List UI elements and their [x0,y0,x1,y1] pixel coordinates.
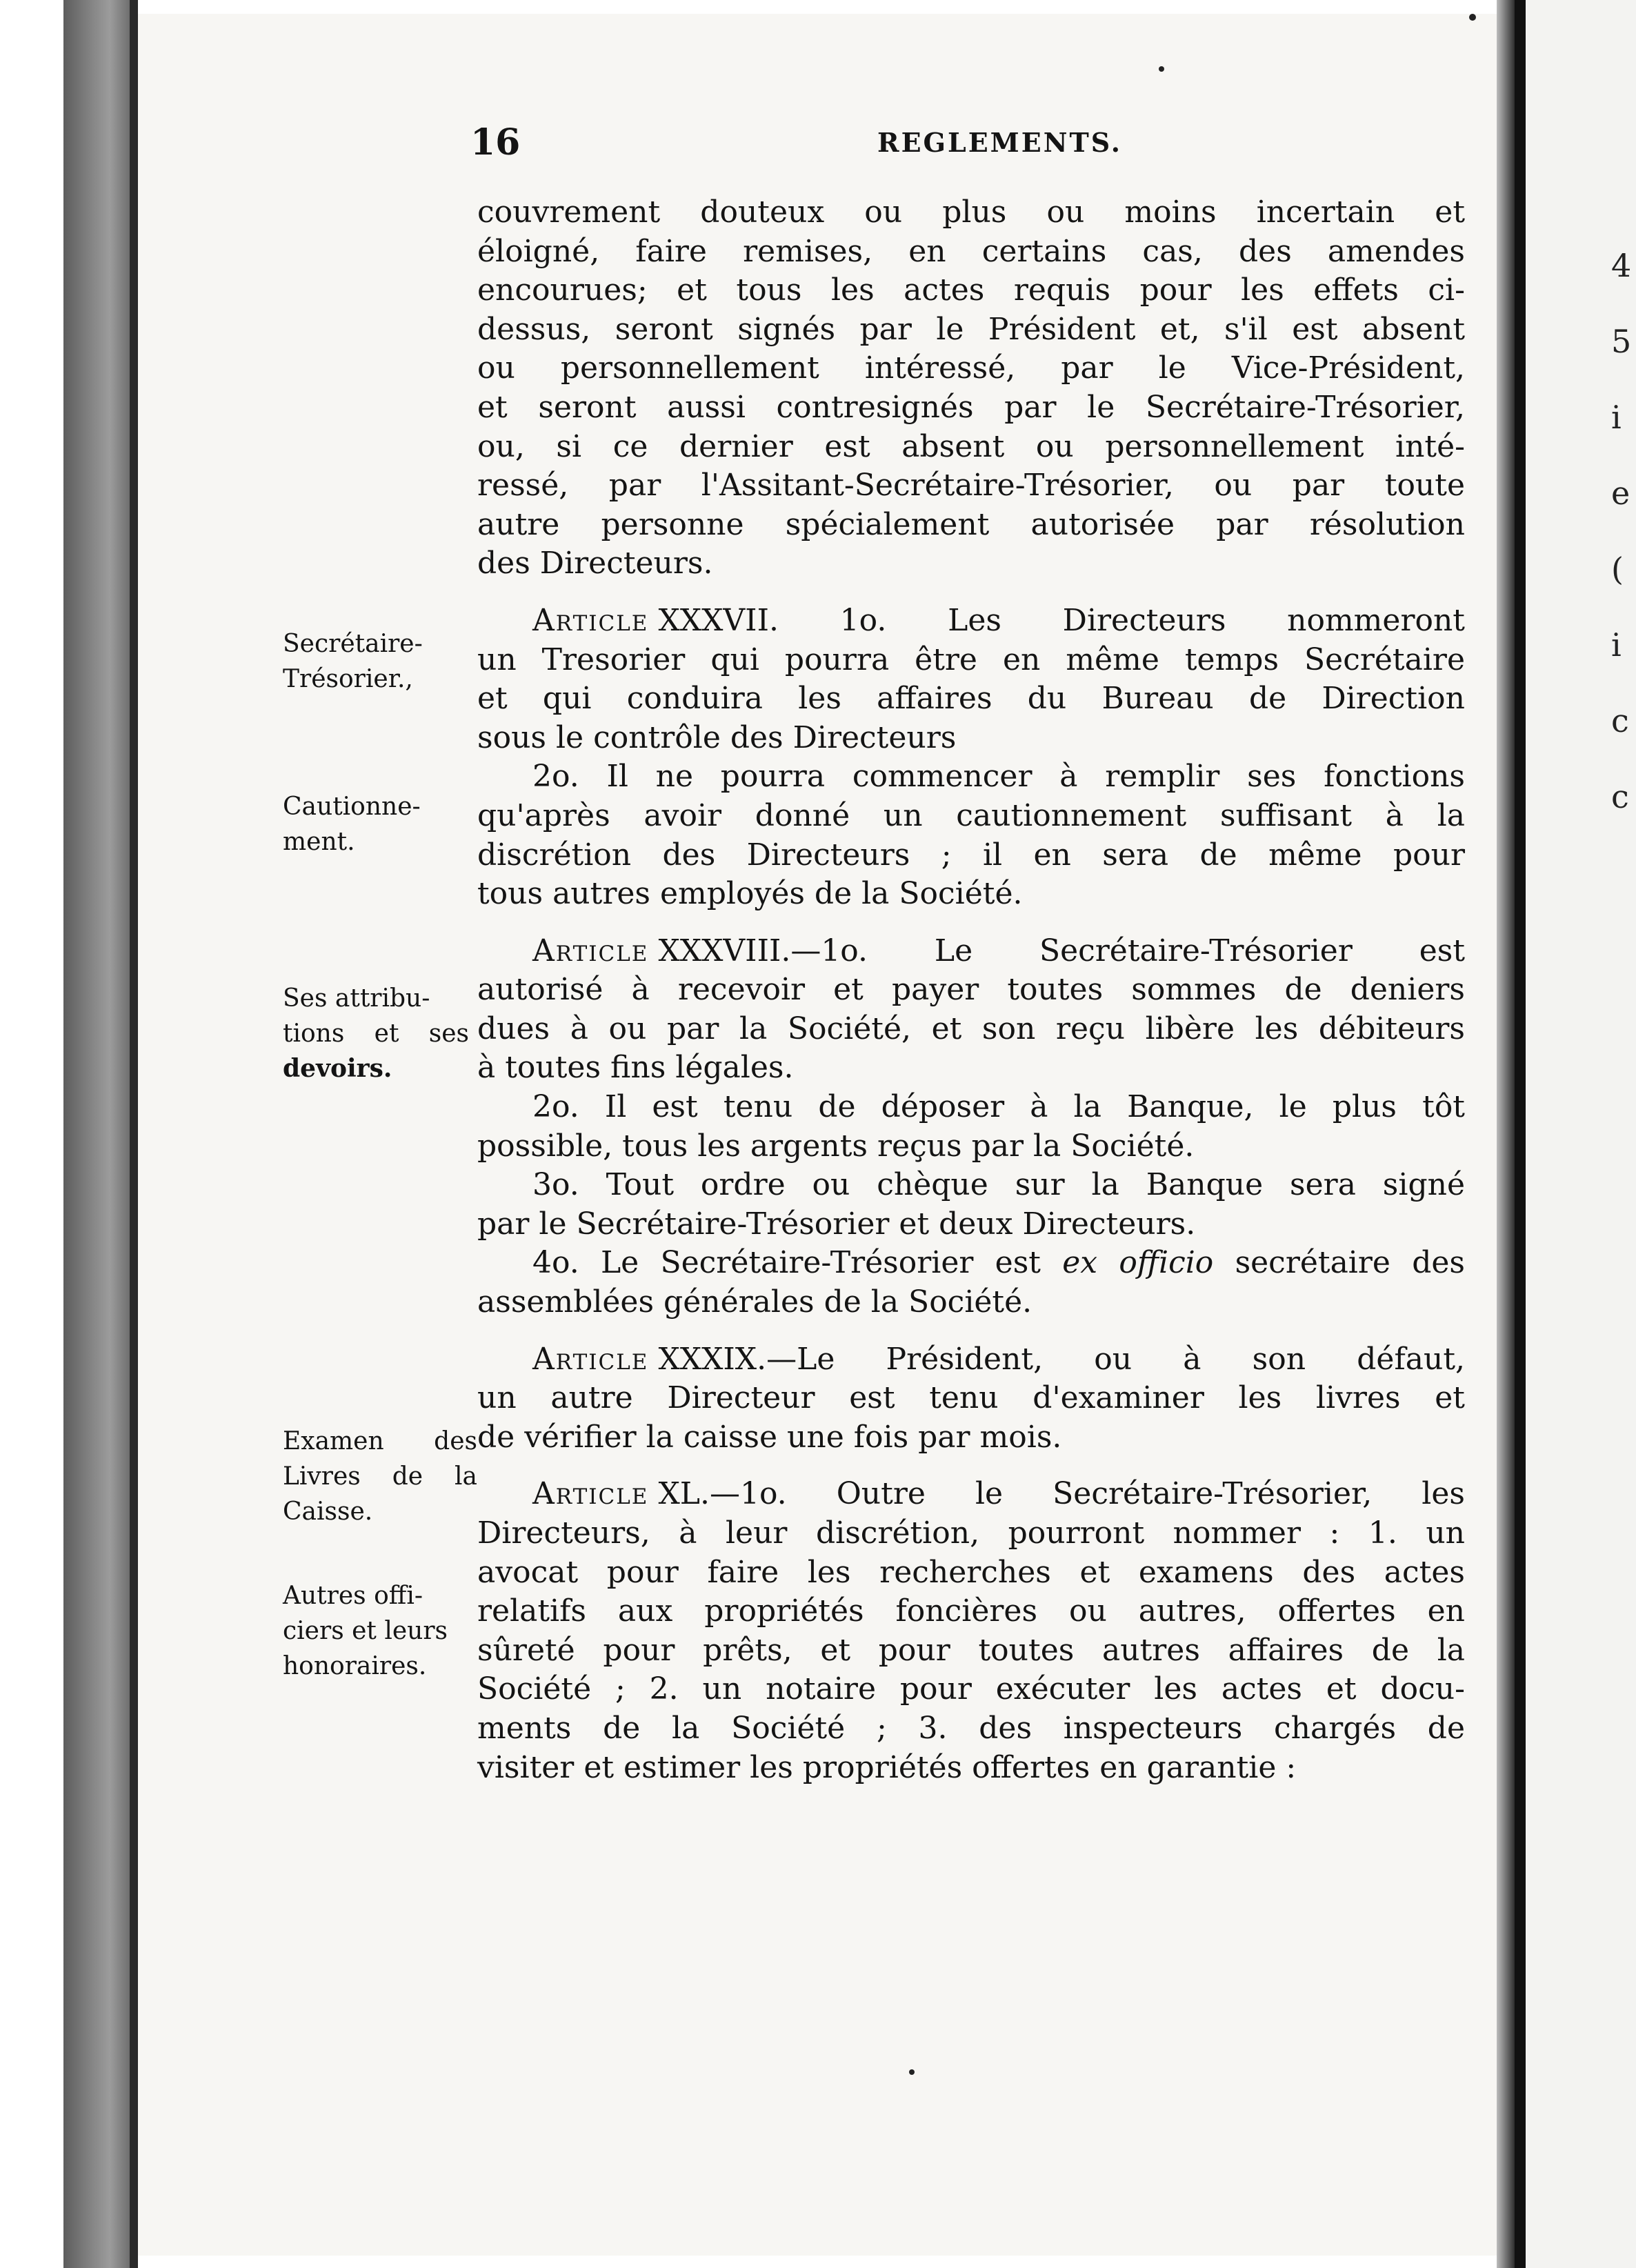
margin-note-line: Livres de la [283,1462,477,1491]
running-title: REGLEMENTS. [877,127,1123,158]
ink-speck [1469,14,1476,21]
article-38-paragraph-3 [477,1166,1465,1244]
facing-letter: c [1611,702,1629,739]
article-label: Article [532,933,649,968]
text-line: autre personne spécialement autorisée par résolution [477,506,1465,542]
text-line: par le Secrétaire-Trésorier et deux Directeurs. [477,1206,1196,1242]
margin-note-attributions [283,981,469,1086]
article-39 [477,1340,1465,1458]
facing-letter: 5 [1611,323,1632,360]
text-line: discrétion des Directeurs ; il en sera de même pour [477,837,1465,873]
text-span: 4o. Le Secrétaire-Trésorier est [532,1245,1041,1281]
article-text: XL.—1o. Outre le Secrétaire-Trésorier, les [658,1476,1465,1512]
paragraph-continuation [477,193,1465,584]
text-line: un Tresorier qui pourra être en même temps Secrétaire [477,641,1465,677]
page-fold-shadow [1497,0,1515,2268]
text-line: des Directeurs. [477,546,713,581]
text-line: Société ; 2. un notaire pour exécuter les actes et docu- [477,1671,1465,1707]
text-line: ou personnellement intéressé, par le Vice-Président, [477,350,1465,386]
text-line: ou, si ce dernier est absent ou personnellement inté- [477,428,1465,464]
text-line: 2o. Il ne pourra commencer à remplir ses fonctions [532,759,1465,795]
book-gutter [1515,0,1526,2268]
text-line: ments de la Société ; 3. des inspecteurs chargés de [477,1710,1465,1746]
text-line: autorisé à recevoir et payer toutes sommes de deniers [477,972,1465,1008]
text-span: secrétaire des [1235,1245,1465,1281]
body-text [477,193,1465,1787]
text-line: qu'après avoir donné un cautionnement suffisant à la [477,797,1465,833]
scan-border-left [0,0,28,2268]
text-line: à toutes fins légales. [477,1050,794,1086]
text-line [477,1244,1465,1283]
spine-edge [130,0,138,2268]
facing-letter: i [1611,626,1622,664]
margin-note-line: ciers et leurs [283,1617,448,1645]
text-line: ressé, par l'Assitant-Secrétaire-Trésorier, ou par toute [477,468,1465,504]
text-line: sous le contrôle des Directeurs [477,719,957,755]
margin-note-line: Autres offi- [283,1582,423,1610]
text-line: dessus, seront signés par le Président et, s'il est absent [477,311,1465,347]
text-line: un autre Directeur est tenu d'examiner les livres et [477,1380,1465,1416]
margin-note-line: honoraires. [283,1652,427,1680]
article-label: Article [532,602,649,638]
margin-note-examen-livres [283,1424,477,1529]
article-38-paragraph-4 [477,1244,1465,1322]
article-heading-line [477,932,1465,971]
article-text: XXXVIII.—1o. Le Secrétaire-Trésorier est [658,933,1465,968]
text-line: assemblées générales de la Société. [477,1284,1033,1320]
latin-phrase: ex officio [1062,1245,1214,1281]
article-text: XXXVII. 1o. Les Directeurs nommeront [658,602,1465,638]
text-line: visiter et estimer les propriétés offertes en garantie : [477,1749,1297,1785]
margin-note-line: Cautionne- [283,793,421,821]
ink-speck [909,2069,915,2075]
article-40 [477,1475,1465,1787]
text-line: encourues; et tous les actes requis pour les effets ci- [477,272,1465,308]
text-line: dues à ou par la Société, et son reçu libère les débiteurs [477,1011,1465,1046]
margin-note-cautionnement [283,789,469,859]
text-line: couvrement douteux ou plus ou moins incertain et [477,195,1465,230]
text-line: et seront aussi contresignés par le Secrétaire-Trésorier, [477,389,1465,425]
margin-note-line: Caisse. [283,1498,373,1526]
article-heading-line [477,1340,1465,1380]
facing-letter: ( [1611,550,1624,588]
book-spine [63,0,130,2268]
margin-note-line: ment. [283,828,355,856]
facing-page-letters [1611,228,1636,835]
margin-note-line: Secrétaire- [283,630,423,658]
margin-note-autres-officiers [283,1578,469,1684]
facing-letter: e [1611,475,1630,512]
article-37 [477,601,1465,757]
facing-letter: c [1611,778,1629,815]
text-line: tous autres employés de la Société. [477,876,1023,912]
article-heading-line [477,1475,1465,1514]
text-line: 3o. Tout ordre ou chèque sur la Banque sera signé [532,1167,1465,1203]
text-line: avocat pour faire les recherches et examens des actes [477,1554,1465,1590]
ink-speck [1159,66,1164,72]
text-line: Directeurs, à leur discrétion, pourront nommer : 1. un [477,1515,1465,1551]
article-38 [477,932,1465,1088]
margin-note-line: devoirs. [283,1054,392,1083]
text-line: de vérifier la caisse une fois par mois. [477,1419,1062,1455]
margin-note-line: Examen des [283,1427,477,1455]
text-line: possible, tous les argents reçus par la Société. [477,1128,1195,1164]
margin-note-secretaire-tresorier [283,626,469,697]
article-text: XXXIX.—Le Président, ou à son défaut, [658,1341,1465,1377]
text-line: sûreté pour prêts, et pour toutes autres affaires de la [477,1632,1465,1668]
facing-letter: 4 [1611,247,1632,284]
article-38-paragraph-2 [477,1088,1465,1166]
article-37-paragraph-2 [477,757,1465,913]
page-number: 16 [470,121,521,163]
facing-letter: i [1611,399,1622,436]
article-label: Article [532,1476,649,1512]
margin-note-line: Trésorier., [283,665,413,693]
text-line: relatifs aux propriétés foncières ou autres, offertes en [477,1593,1465,1629]
text-line: éloigné, faire remises, en certains cas, des amendes [477,233,1465,269]
article-label: Article [532,1341,649,1377]
text-line: 2o. Il est tenu de déposer à la Banque, le plus tôt [532,1089,1465,1125]
margin-note-line: tions et ses [283,1019,469,1048]
article-heading-line [477,601,1465,641]
margin-note-line: Ses attribu- [283,984,430,1013]
text-line: et qui conduira les affaires du Bureau de Direction [477,681,1465,717]
